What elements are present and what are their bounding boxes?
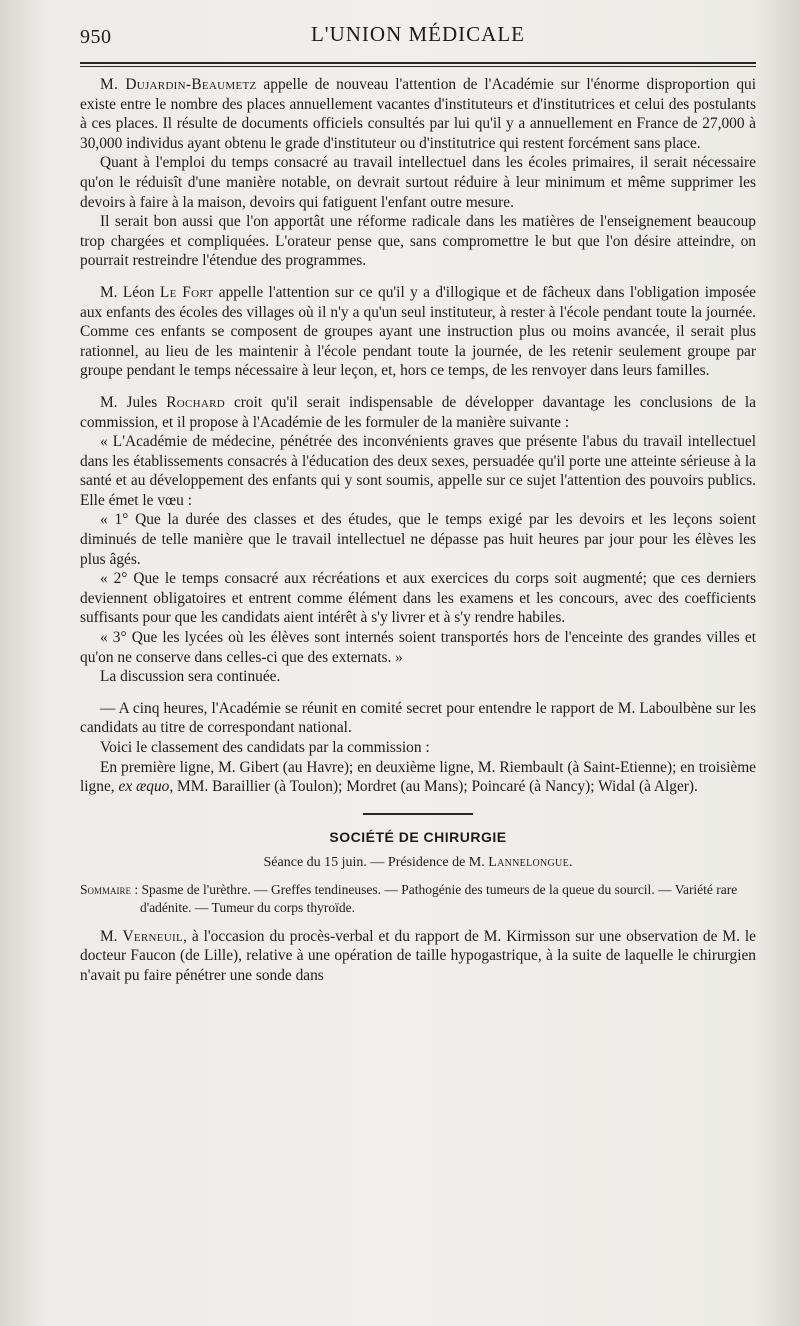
quoted-paragraph: « L'Académie de médecine, pénétrée des inconvénients graves que présente l'abus du travail intellectuel dans les établissements consacrés à l'éducation des deux sexes, persuadée qu'il porte une atteinte sérieuse à la santé et au développement des enfants qui y sont soumis, appelle sur ce sujet l'attention des pouvoirs publics. Elle émet le vœu : bbox=[80, 433, 756, 509]
meeting-line bbox=[80, 855, 756, 871]
paragraph-text: En première ligne, M. Gibert (au Havre); en deuxième ligne, M. Riembault (à Saint-Etienne); en troisième ligne, bbox=[80, 758, 756, 796]
quoted-paragraph: « 3° Que les lycées où les élèves sont internés soient transportés hors de l'enceinte des grandes villes et qu'on ne conserve dans celles-ci que des externats. » bbox=[80, 629, 756, 666]
paragraph: Quant à l'emploi du temps consacré au travail intellectuel dans les écoles primaires, il serait nécessaire qu'on le réduisît d'une manière notable, on devrait surtout réduire à leur minimum et même supprimer les devoirs à faire à la maison, devoirs qui fatiguent l'enfant outre mesure. bbox=[80, 154, 756, 211]
journal-title: L'UNION MÉDICALE bbox=[310, 22, 525, 46]
header-rule bbox=[80, 62, 756, 64]
paragraph: Il serait bon aussi que l'on apportât une réforme radicale dans les matières de l'enseignement beaucoup trop chargées et compliquées. L'orateur pense que, sans compromettre le but que l'on désire atteindre, on pourrait restreindre l'étendue des programmes. bbox=[80, 213, 756, 270]
paragraph bbox=[80, 75, 756, 153]
paragraph bbox=[80, 393, 756, 432]
summary-label: Sommaire bbox=[80, 881, 132, 897]
running-head bbox=[80, 20, 756, 50]
paragraph-text: M. Léon bbox=[100, 283, 160, 301]
quoted-paragraph: « 1° Que la durée des classes et des études, que le temps exigé par les devoirs et les leçons soient diminués de telle manière que le travail intellectuel ne dépasse pas huit heures par jour pour les élèves les plus âgés. bbox=[80, 511, 756, 568]
quoted-paragraph: « 2° Que le temps consacré aux récréations et aux exercices du corps soit augmenté; que ces derniers deviennent obligatoires et entrent comme élément dans les examens et les concours, avec des coefficients suffisants pour que les candidats aient intérêt à s'y livrer et à s'y rendre habiles. bbox=[80, 570, 756, 627]
paragraph: Voici le classement des candidats par la commission : bbox=[100, 739, 430, 756]
paragraph-text: , MM. Baraillier (à Toulon); Mordret (au Mans); Poincaré (à Nancy); Widal (à Alger). bbox=[169, 778, 698, 796]
page-number: 950 bbox=[80, 26, 112, 48]
section-title: SOCIÉTÉ DE CHIRURGIE bbox=[329, 828, 507, 845]
paragraph bbox=[80, 927, 756, 986]
paragraph-text: appelle l'attention sur ce qu'il y a d'illogique et de fâcheux dans l'obligation imposée aux enfants des écoles des villages où il n'y a qu'un seul instituteur, à rester à l'école pendant toute la journée. Comme ces enfants se composent de groupes ayant une instruction plus ou moins avancée, il serait plus rationnel, au lieu de les maintenir à l'école pendant toute la journée, de les retenir seulement groupe par groupe pendant le temps nécessaire à leur leçon, et, hors ce temps, de les renvoyer dans leurs familles. bbox=[80, 283, 756, 380]
paragraph-text: M. bbox=[100, 927, 123, 945]
italic-text: ex æquo bbox=[118, 778, 170, 796]
paragraph-text: , à l'occasion du procès-verbal et du rapport de M. Kirmisson sur une observation de M. le docteur Faucon (de Lille), relative à une opération de taille hypogastrique, à la suite de laquelle le chirurgien n'avait pu faire pénétrer une sonde dans bbox=[80, 927, 756, 984]
section-divider bbox=[363, 813, 473, 815]
paragraph bbox=[80, 283, 756, 381]
summary bbox=[80, 881, 756, 917]
speaker-name: M. Dujardin-Beaumetz bbox=[100, 76, 257, 93]
section-body bbox=[80, 927, 756, 986]
meeting-text: . bbox=[568, 854, 573, 870]
paragraph bbox=[80, 758, 756, 797]
article-body bbox=[80, 75, 756, 797]
paragraph: — A cinq heures, l'Académie se réunit en comité secret pour entendre le rapport de M. Laboulbène sur les candidats au titre de correspondant national. bbox=[80, 699, 756, 737]
speaker-name: Verneuil bbox=[122, 927, 184, 945]
paragraph-text: croit qu'il serait indispensable de développer davantage les conclusions de la commission, et il propose à l'Académie de les formuler de la manière suivante : bbox=[80, 393, 756, 431]
header-rule-thin bbox=[80, 66, 756, 67]
paragraph-text: appelle de nouveau l'attention de l'Académie sur l'énorme disproportion qui existe entre le nombre des places annuellement vacantes d'instituteurs et d'institutrices et celui des postulants à ces places. Il résulte de documents officiels consultés par lui qu'il y a annuellement en France de 27,000 à 30,000 individus ayant obtenu le grade d'instituteur ou d'institutrice qui restent forcément sans place. bbox=[80, 76, 756, 152]
summary-text: : Spasme de l'urèthre. — Greffes tendineuses. — Pathogénie des tumeurs de la queue du sourcil. — Variété rare d'adénite. — Tumeur du corps thyroïde. bbox=[131, 881, 738, 915]
paragraph-text: M. Jules bbox=[100, 393, 167, 411]
meeting-text: Séance du 15 juin. — Présidence de M. bbox=[263, 854, 489, 870]
speaker-name: Rochard bbox=[166, 393, 226, 411]
president-name: Lannelongue bbox=[488, 854, 569, 870]
speaker-name: Le Fort bbox=[159, 283, 214, 301]
paragraph: La discussion sera continuée. bbox=[100, 668, 281, 686]
